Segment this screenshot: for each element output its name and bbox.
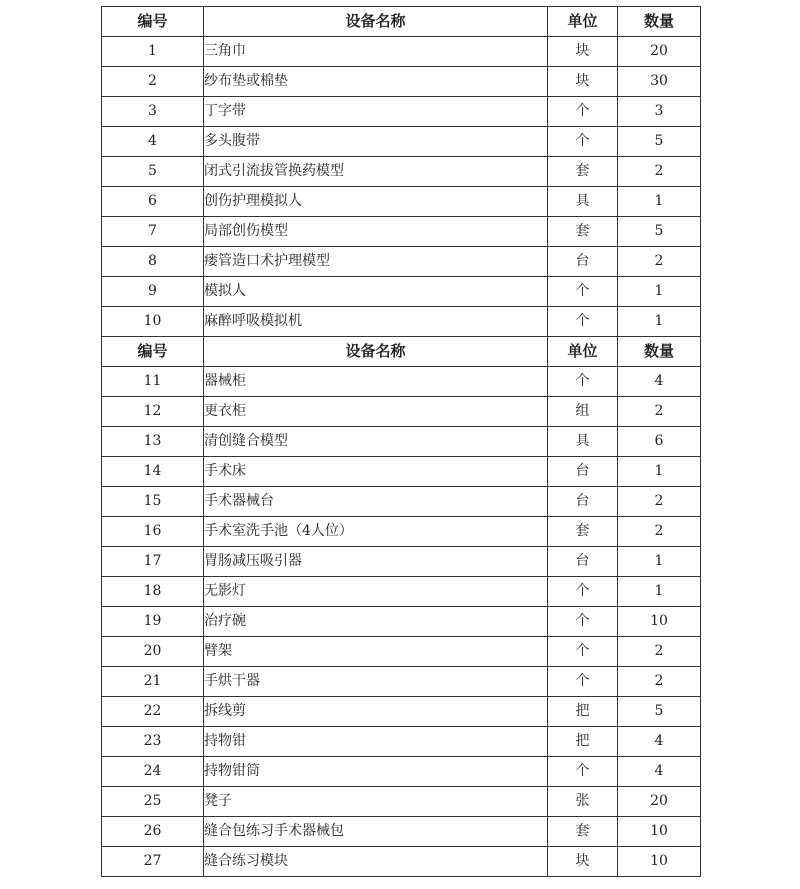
equipment-table [101,6,701,877]
cell-no: 19 [102,607,204,637]
cell-name: 无影灯 [204,577,548,607]
cell-no: 6 [102,187,204,217]
header-no: 编号 [102,7,204,37]
cell-qty: 10 [618,817,701,847]
cell-unit: 块 [548,37,618,67]
table-row [102,277,701,307]
cell-name: 更衣柜 [204,397,548,427]
cell-unit: 个 [548,607,618,637]
cell-name: 局部创伤模型 [204,217,548,247]
table-row [102,607,701,637]
cell-qty: 1 [618,547,701,577]
cell-name: 多头腹带 [204,127,548,157]
cell-qty: 3 [618,97,701,127]
table-row [102,487,701,517]
cell-no: 26 [102,817,204,847]
cell-qty: 5 [618,217,701,247]
cell-qty: 10 [618,847,701,877]
cell-name: 手术床 [204,457,548,487]
cell-unit: 套 [548,157,618,187]
cell-unit: 块 [548,847,618,877]
cell-qty: 20 [618,37,701,67]
cell-unit: 具 [548,187,618,217]
cell-no: 25 [102,787,204,817]
cell-name: 拆线剪 [204,697,548,727]
cell-qty: 20 [618,787,701,817]
cell-name: 模拟人 [204,277,548,307]
cell-no: 3 [102,97,204,127]
table-row [102,637,701,667]
cell-unit: 个 [548,307,618,337]
table-row [102,727,701,757]
cell-no: 27 [102,847,204,877]
header-qty: 数量 [618,7,701,37]
cell-name: 凳子 [204,787,548,817]
header-qty: 数量 [618,337,701,367]
cell-qty: 1 [618,187,701,217]
cell-no: 4 [102,127,204,157]
cell-name: 纱布垫或棉垫 [204,67,548,97]
cell-qty: 2 [618,487,701,517]
table-row [102,367,701,397]
cell-name: 三角巾 [204,37,548,67]
cell-qty: 2 [618,517,701,547]
cell-unit: 台 [548,457,618,487]
table-row [102,397,701,427]
table-row [102,37,701,67]
cell-name: 瘘管造口术护理模型 [204,247,548,277]
cell-qty: 10 [618,607,701,637]
cell-name: 麻醉呼吸模拟机 [204,307,548,337]
cell-no: 20 [102,637,204,667]
cell-name: 臂架 [204,637,548,667]
header-unit: 单位 [548,7,618,37]
cell-name: 器械柜 [204,367,548,397]
cell-no: 13 [102,427,204,457]
cell-unit: 个 [548,277,618,307]
cell-no: 18 [102,577,204,607]
table-row [102,577,701,607]
table-row [102,667,701,697]
cell-qty: 4 [618,757,701,787]
cell-qty: 1 [618,277,701,307]
cell-name: 缝合练习模块 [204,847,548,877]
cell-no: 16 [102,517,204,547]
cell-unit: 个 [548,577,618,607]
header-name: 设备名称 [204,337,548,367]
cell-unit: 把 [548,727,618,757]
cell-name: 持物钳筒 [204,757,548,787]
cell-qty: 2 [618,667,701,697]
table-row [102,67,701,97]
table-row [102,757,701,787]
cell-qty: 2 [618,397,701,427]
cell-unit: 个 [548,757,618,787]
cell-unit: 块 [548,67,618,97]
cell-qty: 1 [618,307,701,337]
cell-unit: 台 [548,547,618,577]
cell-no: 1 [102,37,204,67]
table-row [102,457,701,487]
cell-unit: 套 [548,217,618,247]
cell-unit: 个 [548,637,618,667]
cell-name: 持物钳 [204,727,548,757]
table-row [102,787,701,817]
table-row [102,307,701,337]
table-row [102,847,701,877]
cell-no: 23 [102,727,204,757]
cell-qty: 4 [618,367,701,397]
table-header-row [102,337,701,367]
cell-no: 8 [102,247,204,277]
table-row [102,97,701,127]
cell-no: 7 [102,217,204,247]
cell-name: 闭式引流拔管换药模型 [204,157,548,187]
cell-unit: 个 [548,367,618,397]
cell-no: 14 [102,457,204,487]
cell-name: 手烘干器 [204,667,548,697]
table-row [102,247,701,277]
cell-unit: 具 [548,427,618,457]
cell-unit: 个 [548,127,618,157]
table-row [102,187,701,217]
cell-qty: 2 [618,157,701,187]
cell-qty: 4 [618,727,701,757]
cell-unit: 套 [548,817,618,847]
cell-qty: 5 [618,127,701,157]
cell-no: 15 [102,487,204,517]
header-name: 设备名称 [204,7,548,37]
header-unit: 单位 [548,337,618,367]
cell-name: 手术器械台 [204,487,548,517]
cell-no: 24 [102,757,204,787]
cell-qty: 1 [618,457,701,487]
cell-name: 清创缝合模型 [204,427,548,457]
table-row [102,817,701,847]
cell-qty: 2 [618,247,701,277]
cell-name: 手术室洗手池（4人位） [204,517,548,547]
cell-unit: 个 [548,97,618,127]
table-row [102,127,701,157]
cell-unit: 套 [548,517,618,547]
cell-no: 2 [102,67,204,97]
cell-unit: 张 [548,787,618,817]
cell-unit: 台 [548,487,618,517]
cell-qty: 30 [618,67,701,97]
cell-no: 9 [102,277,204,307]
cell-no: 11 [102,367,204,397]
cell-name: 治疗碗 [204,607,548,637]
cell-qty: 5 [618,697,701,727]
table-row [102,517,701,547]
cell-unit: 台 [548,247,618,277]
cell-name: 创伤护理模拟人 [204,187,548,217]
table-row [102,217,701,247]
cell-name: 缝合包练习手术器械包 [204,817,548,847]
cell-unit: 把 [548,697,618,727]
cell-no: 22 [102,697,204,727]
table-row [102,697,701,727]
cell-qty: 2 [618,637,701,667]
table-row [102,427,701,457]
table-row [102,157,701,187]
cell-no: 10 [102,307,204,337]
cell-qty: 6 [618,427,701,457]
cell-unit: 组 [548,397,618,427]
cell-no: 5 [102,157,204,187]
cell-unit: 个 [548,667,618,697]
header-no: 编号 [102,337,204,367]
cell-no: 17 [102,547,204,577]
cell-name: 丁字带 [204,97,548,127]
cell-no: 21 [102,667,204,697]
cell-no: 12 [102,397,204,427]
table-row [102,547,701,577]
table-header-row [102,7,701,37]
cell-name: 胃肠减压吸引器 [204,547,548,577]
cell-qty: 1 [618,577,701,607]
equipment-table-body [102,7,701,877]
